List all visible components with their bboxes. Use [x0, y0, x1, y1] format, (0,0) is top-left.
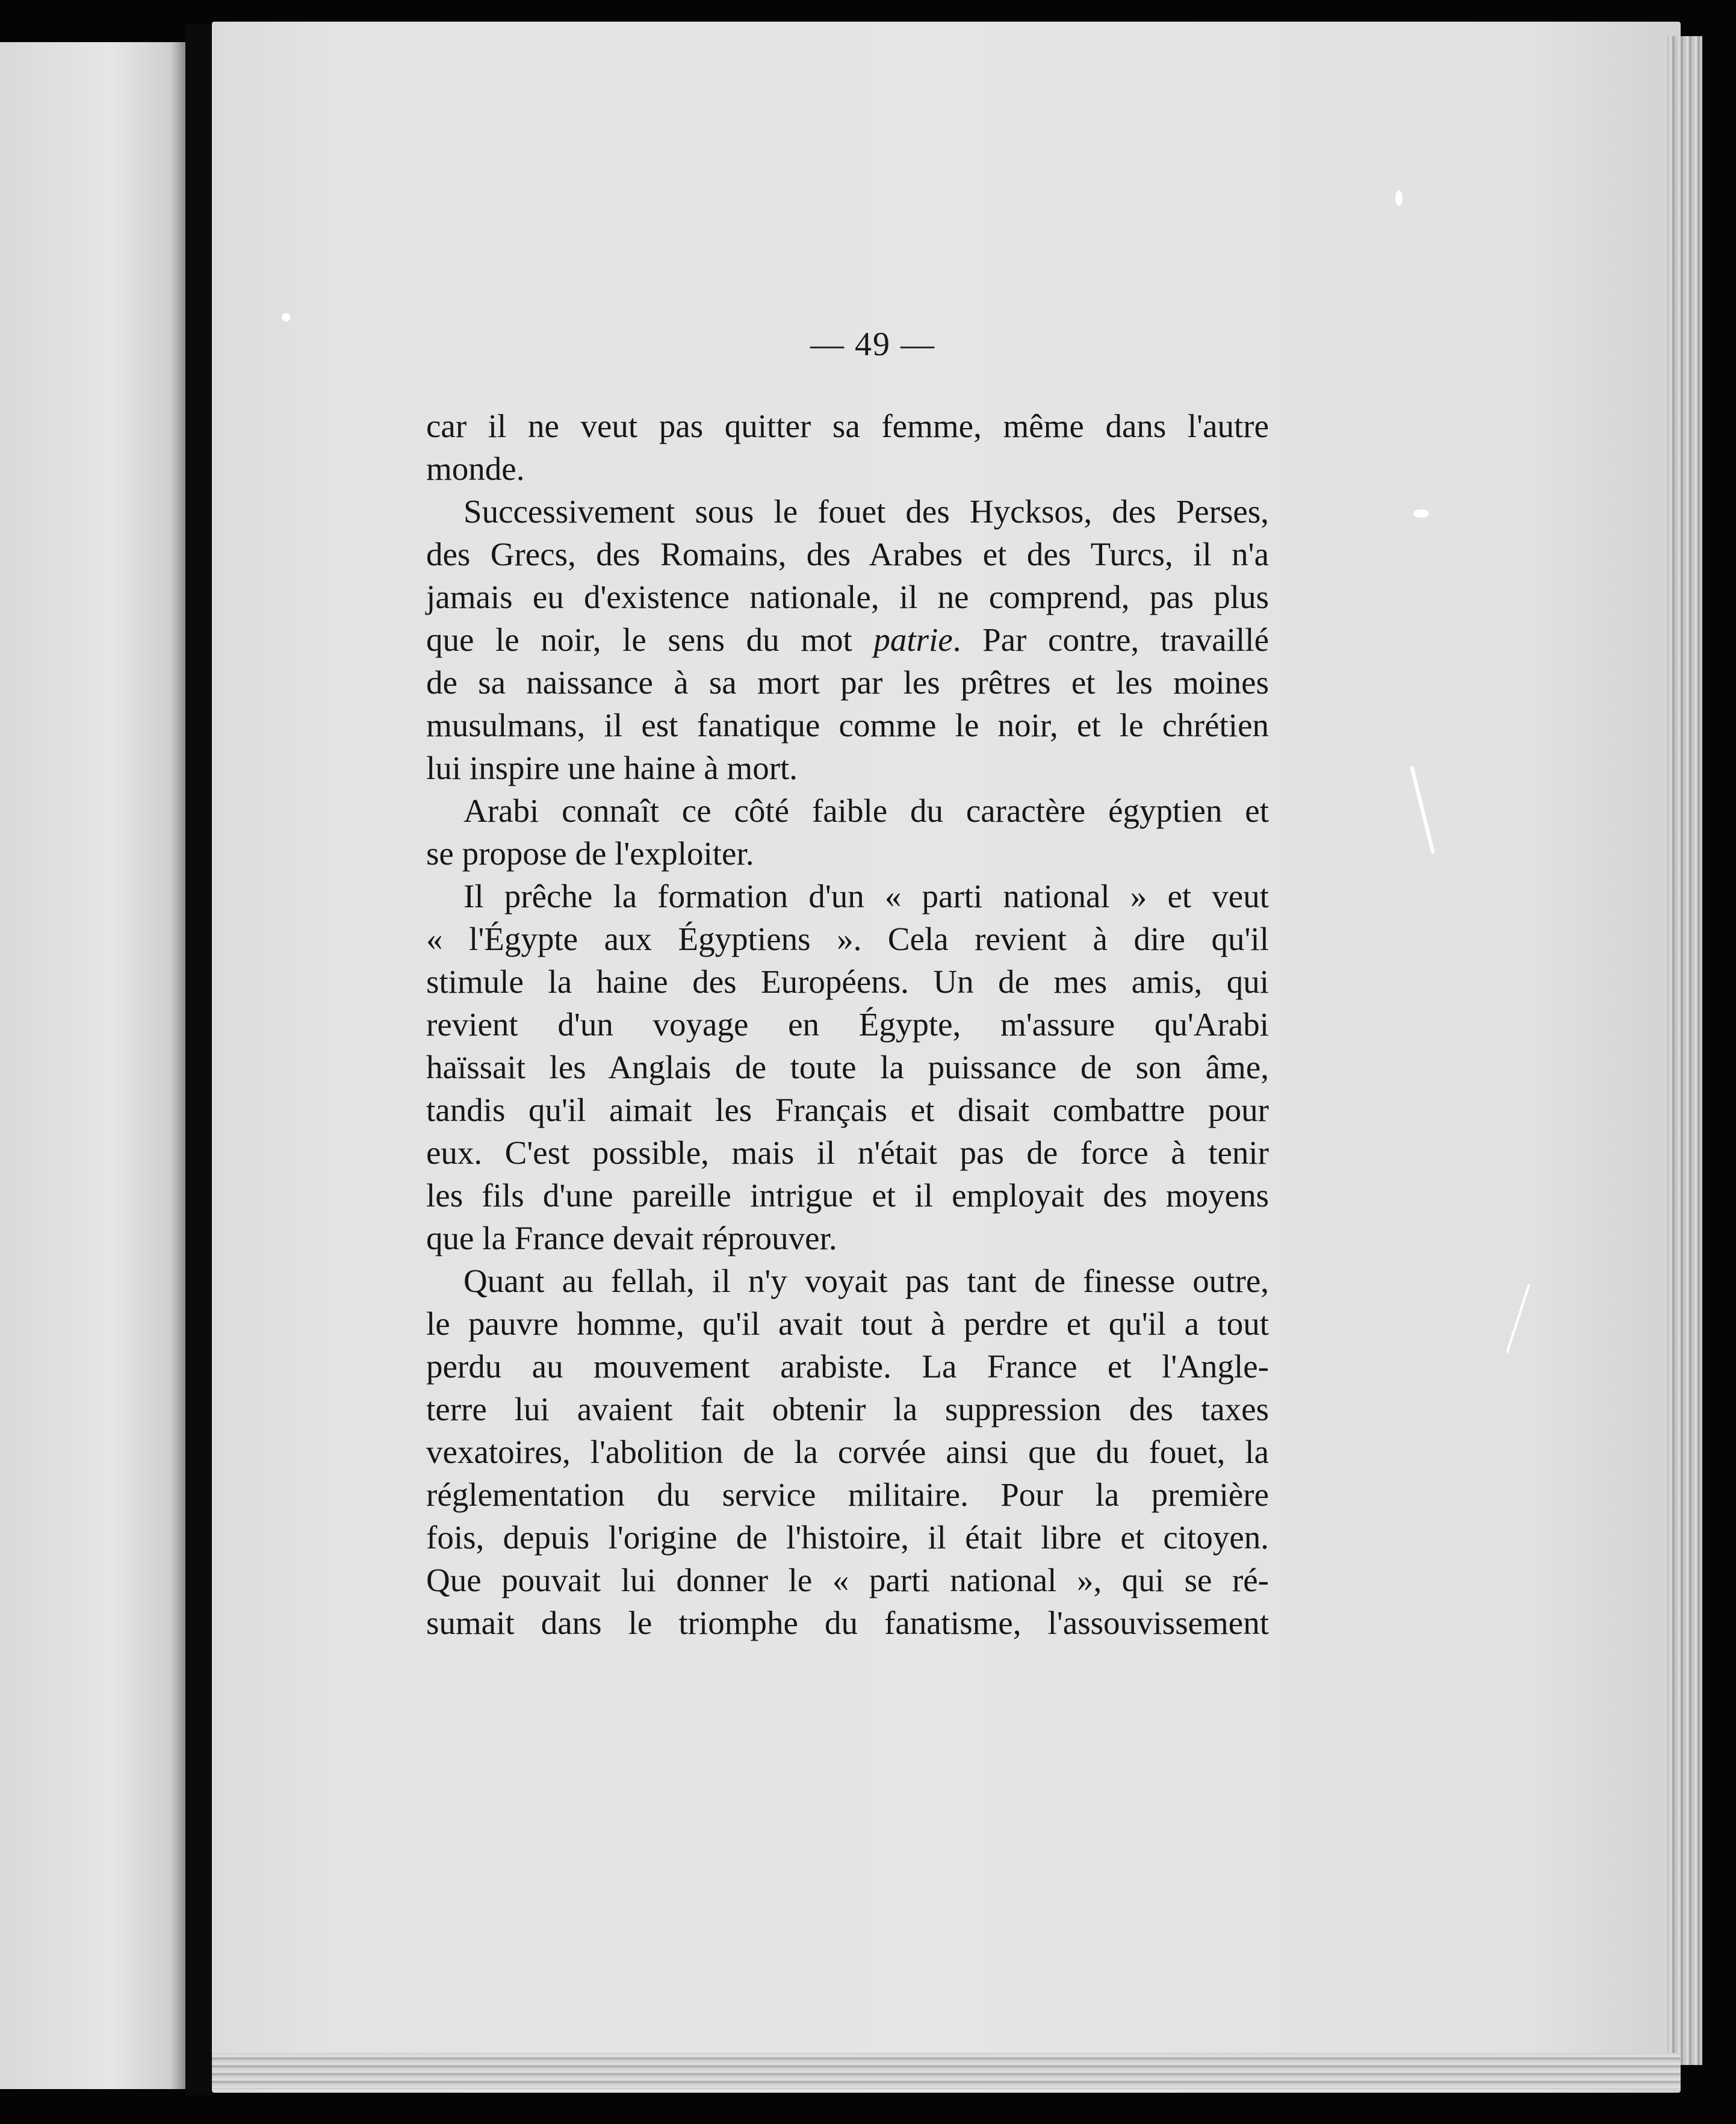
scan-speck [1413, 509, 1429, 518]
text-line: eux. C'est possible, mais il n'était pas de force à tenir [426, 1134, 1269, 1171]
text-line-part: . Par contre, travaillé [952, 621, 1269, 658]
italic-word: patrie [873, 621, 953, 658]
text-line: lui inspire une haine à mort. [426, 750, 798, 786]
text-line: Successivement sous le fouet des Hycksos, des Perses, [463, 493, 1269, 530]
text-line: car il ne veut pas quitter sa femme, même dans l'autre [426, 408, 1269, 444]
book-gutter [185, 24, 212, 2095]
text-line: Arabi connaît ce côté faible du caractère égyptien et [463, 792, 1269, 829]
text-line: de sa naissance à sa mort par les prêtres et les moines [426, 664, 1269, 701]
page-number: — 49 — [810, 326, 935, 363]
text-line: les fils d'une pareille intrigue et il employait des moyens [426, 1177, 1269, 1214]
page-stack-bottom-edge [212, 2053, 1681, 2089]
text-line: revient d'un voyage en Égypte, m'assure qu'Arabi [426, 1006, 1269, 1043]
text-line: stimule la haine des Européens. Un de mes amis, qui [426, 963, 1269, 1000]
page-stack-right-edge [1667, 36, 1702, 2065]
text-line: Il prêche la formation d'un « parti national » et veut [463, 878, 1269, 914]
text-line: Quant au fellah, il n'y voyait pas tant de finesse outre, [463, 1262, 1269, 1299]
text-line: fois, depuis l'origine de l'histoire, il était libre et citoyen. [426, 1519, 1269, 1556]
text-line-part: que le noir, le sens du mot [426, 621, 874, 658]
text-line: vexatoires, l'abolition de la corvée ainsi que du fouet, la [426, 1433, 1269, 1470]
text-line: se propose de l'exploiter. [426, 835, 754, 872]
text-line: que la France devait réprouver. [426, 1220, 837, 1256]
scan-speck [282, 313, 290, 321]
text-line: perdu au mouvement arabiste. La France et l'Angle- [426, 1348, 1269, 1385]
text-line: le pauvre homme, qu'il avait tout à perdre et qu'il a tout [426, 1305, 1269, 1342]
text-line: terre lui avaient fait obtenir la suppression des taxes [426, 1391, 1269, 1427]
facing-page-edge [0, 42, 185, 2089]
text-line: sumait dans le triomphe du fanatisme, l'assouvissement [426, 1604, 1269, 1641]
text-line: haïssait les Anglais de toute la puissance de son âme, [426, 1049, 1269, 1085]
text-line: des Grecs, des Romains, des Arabes et des Turcs, il n'a [426, 536, 1269, 573]
text-line [426, 618, 1269, 661]
scan-speck [1395, 190, 1403, 206]
text-line: musulmans, il est fanatique comme le noir, et le chrétien [426, 707, 1269, 744]
text-line: monde. [426, 450, 525, 487]
text-line: réglementation du service militaire. Pour la première [426, 1476, 1269, 1513]
text-line: « l'Égypte aux Égyptiens ». Cela revient à dire qu'il [426, 921, 1269, 957]
body-text [426, 405, 1269, 1644]
text-line: jamais eu d'existence nationale, il ne comprend, pas plus [426, 579, 1269, 615]
text-line: tandis qu'il aimait les Français et disait combattre pour [426, 1092, 1269, 1128]
text-line: Que pouvait lui donner le « parti national », qui se ré- [426, 1562, 1269, 1598]
